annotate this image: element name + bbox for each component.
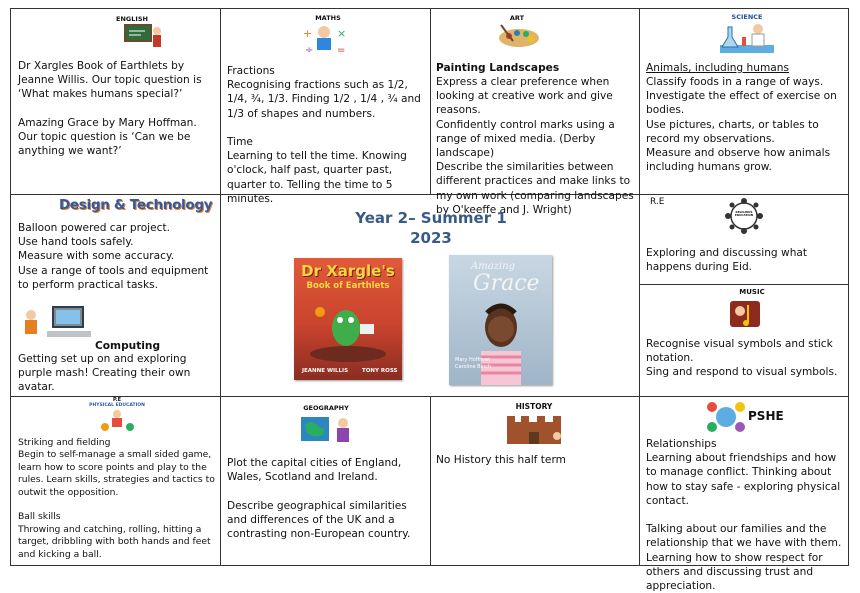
- pshe-cell: [640, 397, 848, 593]
- science-cell: [640, 9, 848, 194]
- grace-illustration: [467, 293, 535, 385]
- dt-logo: Design & Technology: [59, 197, 213, 213]
- science-heading: Animals, including humans: [646, 62, 790, 74]
- pe-text: Striking and fielding Begin to self-manage a small sided game, learn how to score points and play to the rules. Learn skills, strategies and tactics to outwit the opposition. Ball skills Throwing and catching, rolling, hitting a target, dribbling with both hands and feet and kicking a ball.: [18, 437, 215, 560]
- re-text: Exploring and discussing what happens during Eid.: [646, 247, 808, 274]
- art-label: ART: [509, 14, 525, 22]
- pshe-people-icon: [704, 399, 748, 435]
- center-cell: [221, 195, 639, 396]
- sports-icon: [97, 409, 137, 433]
- book2-illustrator: Caroline Binch: [455, 364, 492, 370]
- pe-label-full: PHYSICAL EDUCATION: [89, 403, 145, 408]
- book-cover-amazing-grace: [449, 255, 552, 385]
- history-text: No History this half term: [436, 454, 566, 466]
- maths-icon: [301, 23, 347, 55]
- geography-text: Plot the capital cities of England, Wales, Scotland and Ireland. Describe geographical similarities and differences of the UK and a contrasting non-European country.: [227, 457, 411, 541]
- book2-title-line1: Amazing: [471, 261, 515, 272]
- art-heading: Painting Landscapes: [436, 62, 560, 74]
- svg-text:×: ×: [337, 27, 347, 40]
- art-cell: [431, 9, 639, 216]
- alien-illustration: [308, 298, 390, 364]
- svg-text:=: =: [337, 45, 346, 56]
- re-badge-text: RELIGIOUS EDUCATION: [734, 210, 754, 217]
- pe-label: P.E: [112, 397, 122, 403]
- book1-title-line1: Dr Xargle's: [301, 262, 395, 280]
- book1-illustrator: TONY ROSS: [362, 368, 398, 374]
- pshe-text: Relationships Learning about friendships and how to manage conflict. Thinking about how to stay safe - exploring physical contact. Talking about our families and the relationship that we have with them. Learning how to show respect for others and discussing trust and appreciation.: [646, 438, 842, 593]
- globe-icon: [299, 413, 357, 449]
- paint-palette-icon: [497, 23, 541, 49]
- term-title: Year 2– Summer 1: [355, 209, 507, 227]
- book2-title-line2: Grace: [473, 271, 540, 296]
- book1-author: JEANNE WILLIS: [302, 368, 349, 374]
- re-cell: [640, 195, 848, 284]
- svg-text:÷: ÷: [305, 45, 314, 56]
- svg-text:+: +: [303, 27, 313, 40]
- music-icon: [726, 295, 764, 331]
- english-label: ENGLISH: [116, 15, 148, 23]
- computer-icon: [21, 303, 97, 341]
- music-text: Recognise visual symbols and stick notation. Sing and respond to visual symbols.: [646, 338, 838, 379]
- term-year: 2023: [410, 229, 452, 247]
- english-cell: [11, 9, 220, 194]
- computing-heading: Computing: [95, 340, 161, 352]
- dt-cell: [11, 195, 220, 396]
- computing-text: Getting set up on and exploring purple mash! Creating their own avatar.: [18, 353, 191, 394]
- pshe-label: PSHE: [748, 409, 784, 423]
- dt-text: Balloon powered car project. Use hand tools safely. Measure with some accuracy. Use a range of tools and equipment to perform practical tasks.: [18, 222, 209, 291]
- book-cover-dr-xargle: [294, 258, 402, 380]
- art-text: Express a clear preference when looking at creative work and give reasons. Confidently control marks using a range of mixed media. (Derby landscape) Describe the similarities between different practices and make links to my own work (comparing landscapes by O'keeffe and J. Wright): [436, 76, 634, 216]
- book2-author: Mary Hoffman: [455, 357, 491, 363]
- english-teacher-icon: [123, 23, 165, 51]
- music-label: MUSIC: [739, 288, 765, 296]
- grid-line-right: [848, 8, 849, 566]
- science-text: Classify foods in a range of ways. Investigate the effect of exercise on bodies. Use pictures, charts, or tables to record my observations. Measure and observe how animals including humans grow.: [646, 76, 837, 174]
- maths-text: Fractions Recognising fractions such as 1/2, 1/4, ¾, 1/3. Finding 1/2 , 1/4 , ¾ and 1/3 of shapes and numbers. Time Learning to tell the time. Knowing o'clock, half past, quarter past, quarter to. Telling the time to 5 minutes.: [227, 65, 421, 205]
- maths-cell: [221, 9, 430, 205]
- music-cell: [640, 285, 848, 396]
- geography-label: GEOGRAPHY: [303, 404, 349, 412]
- re-label: R.E: [650, 197, 665, 207]
- maths-label: MATHS: [315, 14, 341, 22]
- pe-cell: [11, 397, 220, 565]
- castle-icon: [503, 412, 565, 446]
- book1-title-line2: Book of Earthlets: [306, 281, 390, 291]
- history-label: HISTORY: [515, 402, 553, 411]
- english-text: Dr Xargles Book of Earthlets by Jeanne Willis. Our topic question is ‘What makes humans special?’ Amazing Grace by Mary Hoffman. Our topic question is ‘Can we be anything we want?’: [18, 60, 202, 158]
- geography-cell: [221, 397, 430, 565]
- science-label: SCIENCE: [731, 13, 763, 21]
- science-lab-icon: [718, 21, 776, 57]
- history-cell: [431, 397, 639, 565]
